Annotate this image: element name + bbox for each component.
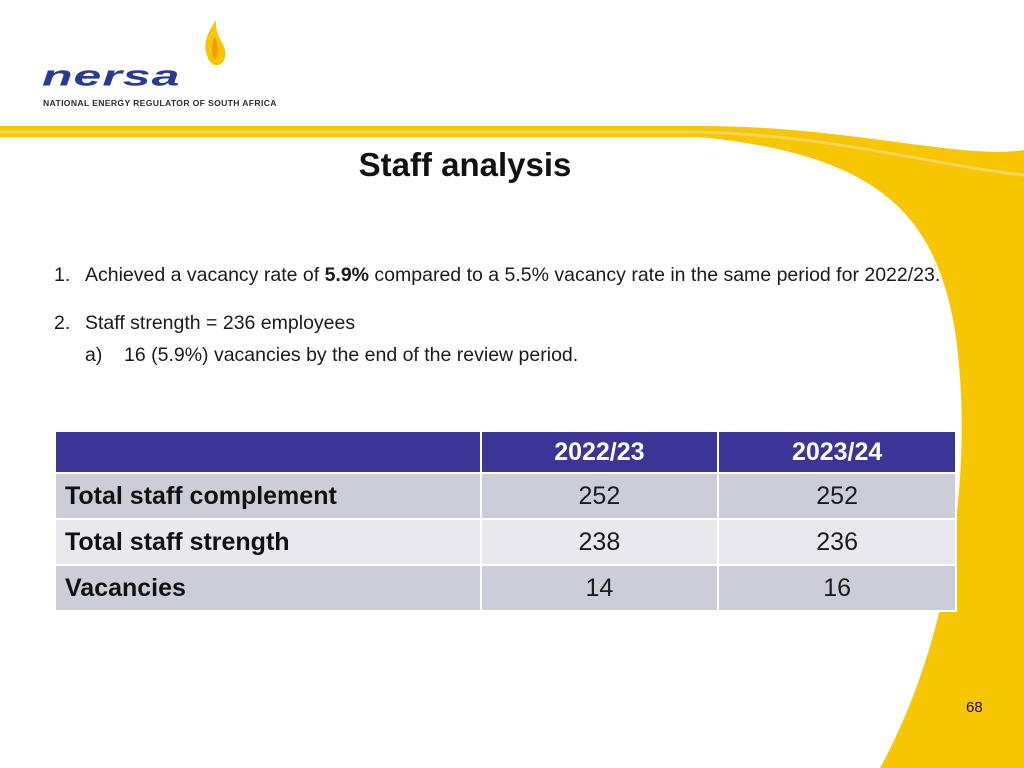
table-header-2022-23: 2022/23	[481, 431, 719, 473]
slide-title: Staff analysis	[358, 146, 572, 183]
cell-value: 252	[481, 473, 719, 519]
list-item	[54, 262, 964, 289]
list-item	[54, 310, 964, 369]
sub-list-text: 16 (5.9%) vacancies by the end of the review period.	[124, 344, 579, 366]
cell-value: 236	[718, 519, 956, 565]
cell-value: 238	[481, 519, 719, 565]
list-number: 1.	[54, 264, 71, 286]
point-text: Staff strength = 236 employees	[85, 312, 356, 334]
point-text-after: compared to a 5.5% vacancy rate in the same period for 2022/23.	[369, 264, 941, 286]
cell-value: 252	[718, 473, 956, 519]
staff-table	[54, 430, 957, 612]
cell-value: 16	[718, 565, 956, 611]
table-header-blank	[55, 431, 481, 473]
point-text-before: Achieved a vacancy rate of	[85, 264, 325, 286]
row-label: Vacancies	[55, 565, 481, 611]
sub-list-label: a)	[85, 344, 103, 366]
vacancy-rate-emphasis: 5.9%	[324, 264, 370, 286]
list-number: 2.	[54, 312, 71, 334]
table-row	[55, 565, 956, 611]
table-header-2023-24: 2023/24	[718, 431, 956, 473]
row-label: Total staff strength	[55, 519, 481, 565]
table-header-row	[55, 431, 956, 473]
row-label: Total staff complement	[55, 473, 481, 519]
bullet-list	[54, 262, 964, 369]
nersa-logo	[40, 18, 302, 110]
table-row	[55, 473, 956, 519]
flame-icon	[198, 18, 232, 74]
page-number: 68	[966, 699, 983, 716]
cell-value: 14	[481, 565, 719, 611]
logo-wordmark: nersa	[42, 59, 181, 92]
sub-list-item	[85, 342, 964, 369]
logo-tagline: NATIONAL ENERGY REGULATOR OF SOUTH AFRICA	[43, 98, 277, 108]
table-row	[55, 519, 956, 565]
